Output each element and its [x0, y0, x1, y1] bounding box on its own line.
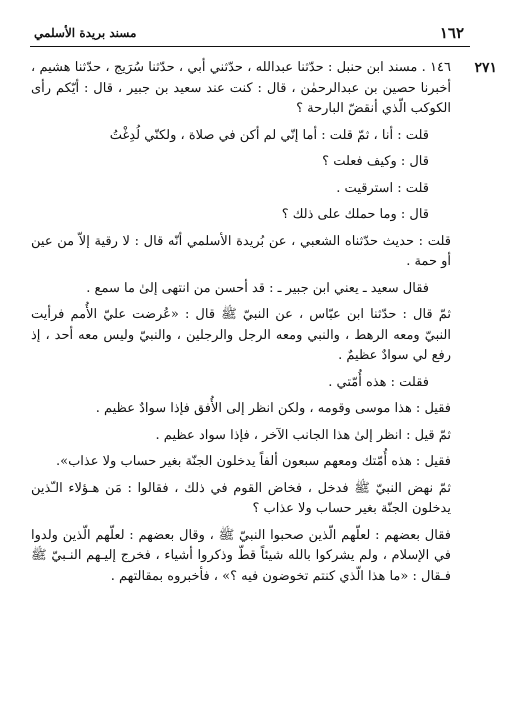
paragraph: ثمّ نهض النبيّ ﷺ فدخل ، فخاض القوم في ذلك ، فقالوا : مَن هـؤلاء الـّذين يدخلون الجنّة بغير حساب ولا عذاب ؟: [31, 480, 451, 516]
text-body: [31, 58, 451, 593]
paragraph: قلت : أنا ، ثمّ قلت : أما إنّي لم أكن في صلاة ، ولكنّي لُدِغْتُ: [109, 127, 429, 143]
paragraph: فقلت : هذه أُمّتي .: [328, 374, 429, 390]
paragraph: قال : وكيف فعلت ؟: [322, 154, 429, 169]
page-header: [34, 22, 464, 44]
paragraph: قال : وما حملك على ذلك ؟: [281, 207, 429, 222]
paragraph: قلت : حديث حدّثناه الشعبي ، عن بُريدة الأسلمي أنّه قال : لا رقية إلاّ من عين أو حمة .: [31, 233, 451, 269]
margin-number: ٢٧١: [474, 60, 497, 76]
running-title: مسند بريدة الأسلمي: [34, 26, 137, 40]
paragraph: ١٤٦ . مسند ابن حنبل : حدّثنا عبدالله ، حدّثني أبي ، حدّثنا سُرَيج ، حدّثنا هشيم ، أخبرنا حصين بن عبدالرحمٰن ، قال : كنت عند سعيد بن جبير ، قال : أيّكم رأى الكوكب الّذي أنقضّ البارحة ؟: [31, 60, 451, 116]
paragraph: قلت : استرقيت .: [336, 180, 429, 196]
paragraph: ثمّ قيل : انظر إلىٰ هذا الجانب الآخر ، فإذا سواد عظيم .: [155, 427, 451, 443]
page-number: ١٦٢: [439, 24, 464, 42]
paragraph: فقال سعيد ـ يعني ابن جبير ـ : قد أحسن من انتهى إلىٰ ما سمع .: [86, 280, 429, 296]
paragraph: فقيل : هذه أُمّتك ومعهم سبعون ألفاً يدخلون الجنّة بغير حساب ولا عذاب».: [55, 454, 451, 469]
paragraph: فقال بعضهم : لعلّهم الّذين صحبوا النبيّ ﷺ ، وقال بعضهم : لعلّهم الّذين ولدوا في الإسلام ، ولم يشركوا بالله شيئاً قطّ وذكروا أشياء ، فخرج إليـهم النـبيّ ﷺ فـقال : «ما هذا الّذي كنتم تخوضون فيه ؟» ، فأخبروه بمقالتهم .: [31, 527, 451, 584]
paragraph: فقيل : هذا موسى وقومه ، ولكن انظر إلى الأُفق فإذا سوادٌ عظيم .: [95, 401, 451, 416]
header-rule: [30, 46, 470, 47]
paragraph: ثمّ قال : حدّثنا ابن عبّاس ، عن النبيّ ﷺ قال : «عُرضت عليّ الأُمم فرأيت النبيّ ومعه الرهط ، والنبي ومعه الرجل والرجلين ، والنبيّ وليس معه أحد ، إذ رفع لي سوادٌ عظيمٌ .: [31, 307, 451, 363]
